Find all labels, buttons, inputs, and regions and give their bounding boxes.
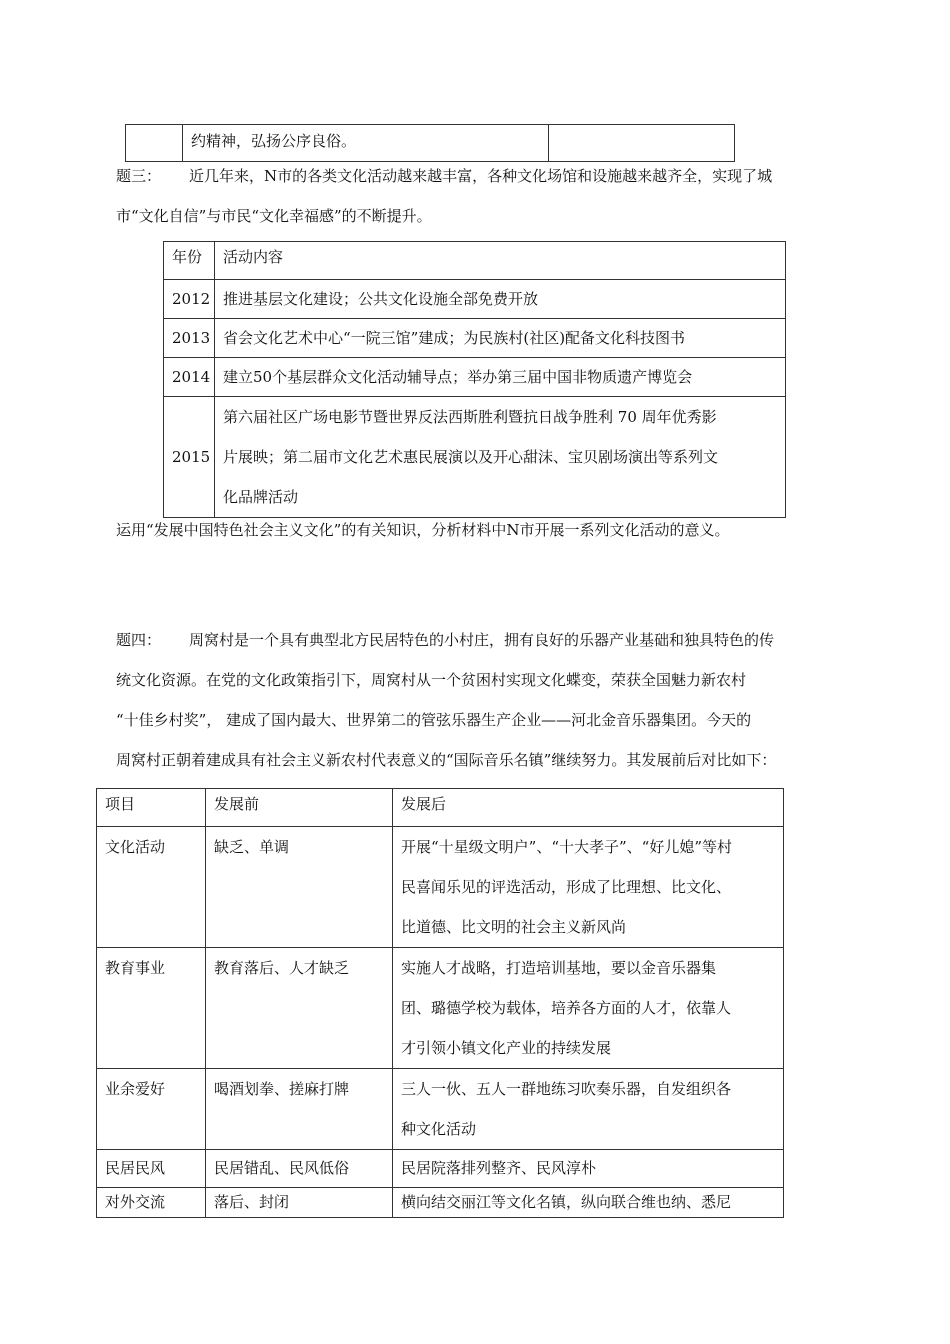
q4-item-cell: 民居民风: [97, 1150, 206, 1188]
q4-item-cell: 对外交流: [97, 1188, 206, 1218]
q4-table: [96, 788, 784, 1218]
q3-table: [163, 241, 786, 518]
q4-after-cell: 实施人才战略，打造培训基地，要以金音乐器集 团、璐德学校为载体，培养各方面的人才，依靠人 才引领小镇文化产业的持续发展: [393, 948, 784, 1069]
q3-year-cell: 2014: [164, 358, 215, 397]
q3-header-content: 活动内容: [215, 242, 786, 280]
q4-after-cell: 三人一伙、五人一群地练习吹奏乐器，自发组织各 种文化活动: [393, 1069, 784, 1150]
q4-line3: “十佳乡村奖”， 建成了国内最大、世界第二的管弦乐器生产企业——河北金音乐器集团。今天的: [116, 711, 752, 729]
q3-question: 运用“发展中国特色社会主义文化”的有关知识，分析材料中N市开展一系列文化活动的意义。: [116, 521, 730, 539]
q4-item-cell: 文化活动: [97, 827, 206, 948]
q4-line2: 统文化资源。在党的文化政策指引下，周窝村从一个贫困村实现文化蝶变，荣获全国魅力新农村: [116, 671, 747, 689]
q3-year-cell: 2013: [164, 319, 215, 358]
q3-line1: 题三： 近几年来，N市的各类文化活动越来越丰富，各种文化场馆和设施越来越齐全，实现了城: [116, 167, 773, 185]
q4-before-cell: 教育落后、人才缺乏: [206, 948, 393, 1069]
q4-item-cell: 业余爱好: [97, 1069, 206, 1150]
q3-content-cell: 推进基层文化建设；公共文化设施全部免费开放: [215, 280, 786, 319]
q4-header-before: 发展前: [206, 789, 393, 827]
q4-before-cell: 民居错乱、民风低俗: [206, 1150, 393, 1188]
q4-line1: 题四： 周窝村是一个具有典型北方民居特色的小村庄，拥有良好的乐器产业基础和独具特色的传: [116, 631, 775, 649]
q4-header-after: 发展后: [393, 789, 784, 827]
q3-line2: 市“文化自信”与市民“文化幸福感”的不断提升。: [116, 207, 432, 225]
q4-item-cell: 教育事业: [97, 948, 206, 1069]
q3-label: 题三：: [116, 167, 162, 185]
q4-line4: 周窝村正朝着建成具有社会主义新农村代表意义的“国际音乐名镇”继续努力。其发展前后对比如下：: [116, 751, 777, 769]
q4-after-cell: 民居院落排列整齐、民风淳朴: [393, 1150, 784, 1188]
q3-content-cell: 省会文化艺术中心“一院三馆”建成；为民族村(社区)配备文化科技图书: [215, 319, 786, 358]
q3-year-cell: 2012: [164, 280, 215, 319]
q4-header-item: 项目: [97, 789, 206, 827]
q4-before-cell: 落后、封闭: [206, 1188, 393, 1218]
q4-before-cell: 缺乏、单调: [206, 827, 393, 948]
q4-after-cell: 开展“十星级文明户”、“十大孝子”、“好儿媳”等村 民喜闻乐见的评选活动，形成了比理想、比文化、 比道德、比文明的社会主义新风尚: [393, 827, 784, 948]
q3-header-year: 年份: [164, 242, 215, 280]
q3-content-cell: 第六届社区广场电影节暨世界反法西斯胜利暨抗日战争胜利 70 周年优秀影 片展映；第二届市文化艺术惠民展演以及开心甜沫、宝贝剧场演出等系列文 化品牌活动: [215, 397, 786, 518]
top-table-text-cell: 约精神，弘扬公序良俗。: [183, 125, 549, 162]
q3-year-cell: 2015: [164, 397, 215, 518]
q4-before-cell: 喝酒划拳、搓麻打牌: [206, 1069, 393, 1150]
q4-label: 题四：: [116, 631, 162, 649]
q4-after-cell: 横向结交丽江等文化名镇，纵向联合维也纳、悉尼: [393, 1188, 784, 1218]
q3-content-cell: 建立50个基层群众文化活动辅导点；举办第三届中国非物质遗产博览会: [215, 358, 786, 397]
